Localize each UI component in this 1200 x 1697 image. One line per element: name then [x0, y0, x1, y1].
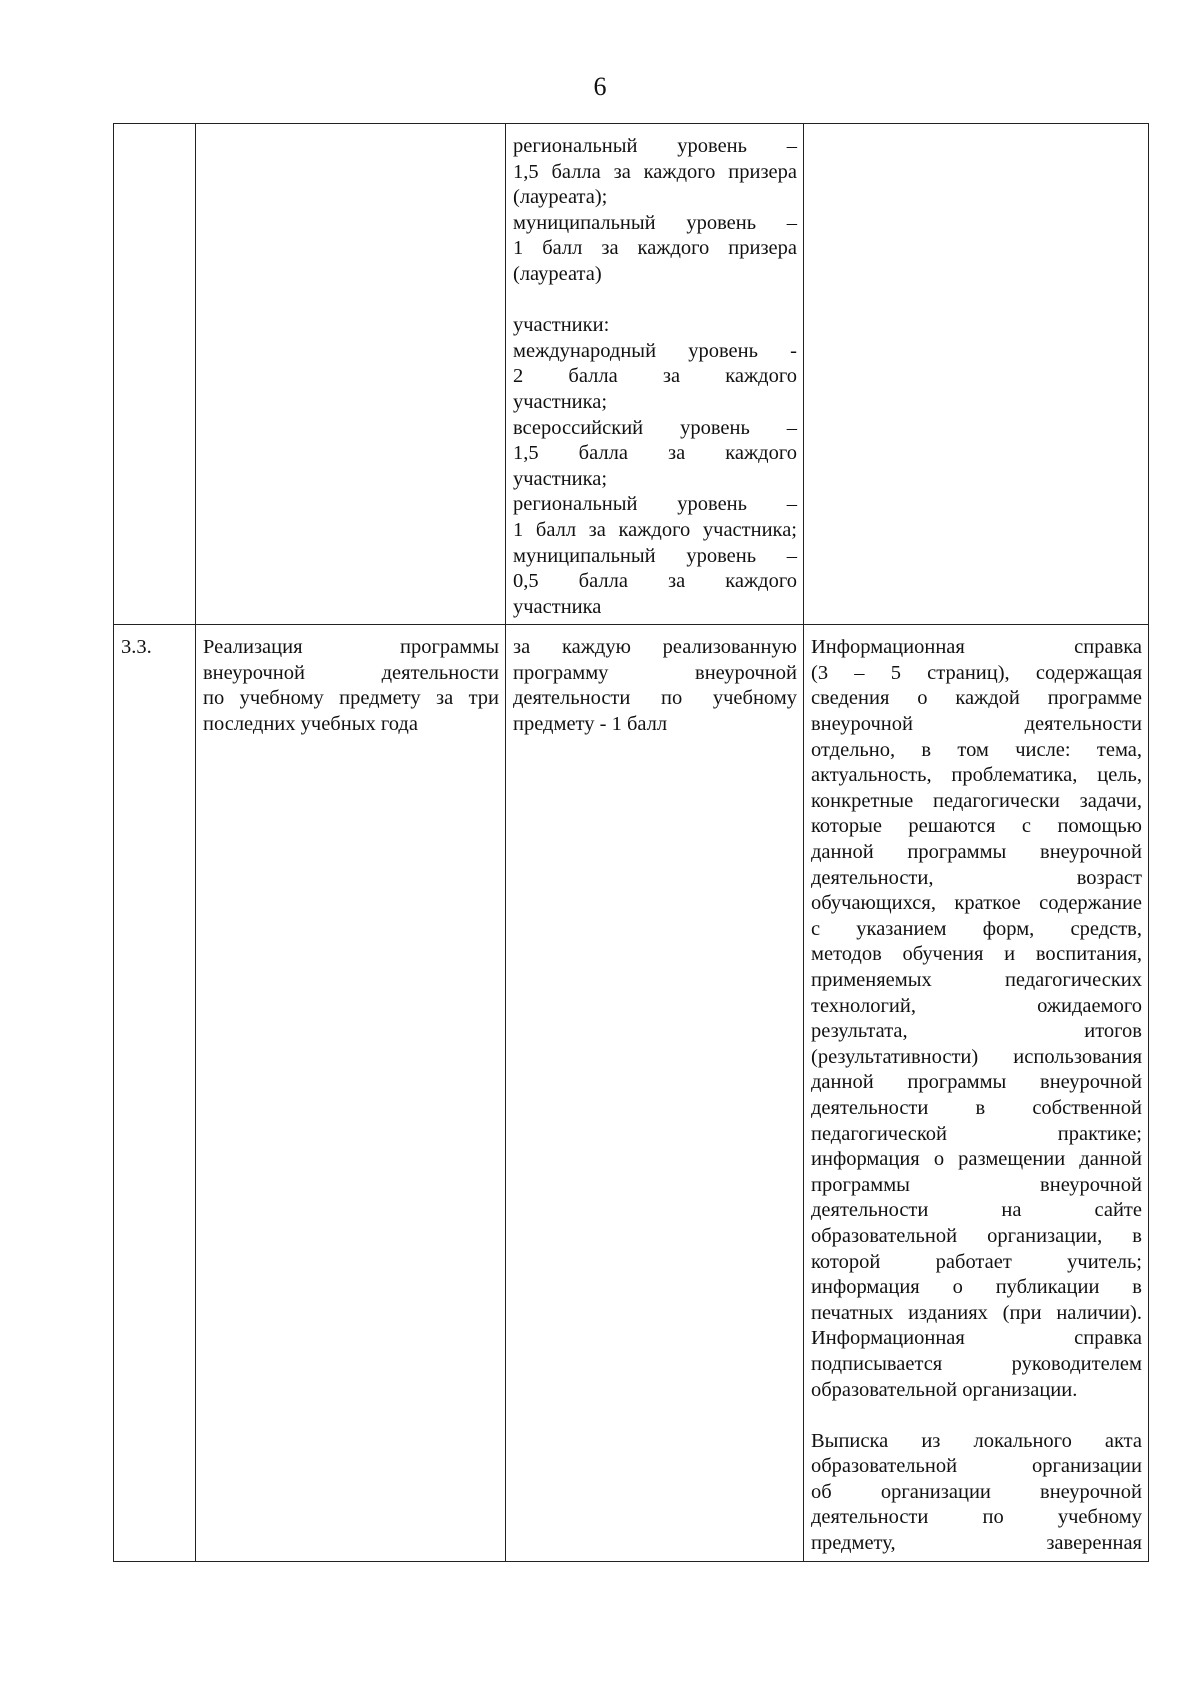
- text-line: деятельности по учебному: [513, 687, 797, 710]
- row-number-cell: [114, 124, 196, 625]
- text-line: за каждую реализованную: [513, 636, 797, 659]
- text-line: об организации внеурочной: [811, 1480, 1142, 1503]
- text-line: предмету - 1 балл: [513, 713, 668, 736]
- text-line: муниципальный уровень –: [513, 544, 797, 567]
- text-line: 0,5 балла за каждого: [513, 570, 797, 593]
- text-line: последних учебных года: [203, 713, 418, 736]
- text-line: которые решаются с помощью: [811, 815, 1142, 838]
- text-line: региональный уровень –: [513, 135, 797, 157]
- documents-cell: [804, 124, 1149, 625]
- documents-text: [811, 635, 1142, 1556]
- text-line: деятельности в собственной: [811, 1096, 1142, 1119]
- text-line: участника;: [513, 390, 608, 413]
- text-line: обучающихся, краткое содержание: [811, 892, 1142, 915]
- text-line: Выписка из локального акта: [811, 1429, 1142, 1452]
- text-line: печатных изданиях (при наличии).: [811, 1301, 1142, 1324]
- text-line: муниципальный уровень –: [513, 211, 797, 234]
- text-line: 1 балл за каждого призера: [513, 237, 797, 260]
- table-row: [114, 625, 1149, 1561]
- text-line: данной программы внеурочной: [811, 1071, 1142, 1094]
- text-line: актуальность, проблематика, цель,: [811, 764, 1142, 787]
- text-line: Реализация программы: [203, 636, 499, 659]
- text-line: отдельно, в том числе: тема,: [811, 738, 1142, 761]
- text-line: предмету, заверенная: [811, 1532, 1142, 1555]
- text-line: региональный уровень –: [513, 493, 797, 516]
- text-line: Информационная справка: [811, 1327, 1142, 1350]
- table-row: [114, 124, 1149, 625]
- text-line: участника: [513, 595, 602, 618]
- points-text: [513, 134, 797, 620]
- text-line: внеурочной деятельности: [203, 661, 499, 684]
- text-line: результата, итогов: [811, 1020, 1142, 1043]
- text-line: по учебному предмету за три: [203, 687, 499, 710]
- text-line: программу внеурочной: [513, 661, 797, 684]
- row-number-cell: 3.3.: [114, 625, 196, 1561]
- text-line: Информационная справка: [811, 636, 1142, 659]
- text-line: образовательной организации.: [811, 1378, 1078, 1401]
- text-line: программы внеурочной: [811, 1173, 1142, 1196]
- text-line: 1,5 балла за каждого: [513, 442, 797, 465]
- points-cell: [506, 625, 804, 1561]
- text-line: технологий, ожидаемого: [811, 994, 1142, 1017]
- text-line: данной программы внеурочной: [811, 841, 1142, 864]
- criterion-text: [203, 635, 499, 737]
- text-line: информация о публикации в: [811, 1276, 1142, 1299]
- text-line: информация о размещении данной: [811, 1148, 1142, 1171]
- text-line: педагогической практике;: [811, 1122, 1142, 1145]
- text-line: деятельности, возраст: [811, 866, 1142, 889]
- text-line: конкретные педагогически задачи,: [811, 789, 1142, 812]
- text-line: внеурочной деятельности: [811, 713, 1142, 736]
- criterion-cell: [196, 124, 506, 625]
- points-text: [513, 635, 797, 737]
- text-line: деятельности по учебному: [811, 1506, 1142, 1529]
- text-line: сведения о каждой программе: [811, 687, 1142, 710]
- text-line: 1 балл за каждого участника;: [513, 518, 797, 541]
- text-line: которой работает учитель;: [811, 1250, 1142, 1273]
- text-line: подписывается руководителем: [811, 1352, 1142, 1375]
- text-line: участники:: [513, 314, 610, 337]
- text-line: с указанием форм, средств,: [811, 917, 1142, 940]
- text-line: образовательной организации: [811, 1455, 1142, 1478]
- text-line: деятельности на сайте: [811, 1199, 1142, 1222]
- text-line: [811, 1403, 1142, 1429]
- text-line: 2 балла за каждого: [513, 365, 797, 388]
- criterion-cell: [196, 625, 506, 1561]
- criteria-table: [113, 123, 1149, 1562]
- text-line: всероссийский уровень –: [513, 416, 797, 439]
- text-line: международный уровень -: [513, 339, 797, 362]
- text-line: (лауреата): [513, 262, 602, 285]
- text-line: применяемых педагогических: [811, 969, 1142, 991]
- text-line: методов обучения и воспитания,: [811, 943, 1142, 966]
- points-cell: [506, 124, 804, 625]
- text-line: 1,5 балла за каждого призера: [513, 160, 797, 183]
- text-line: участника;: [513, 467, 608, 490]
- documents-cell: [804, 625, 1149, 1561]
- text-line: (3 – 5 страниц), содержащая: [811, 661, 1142, 684]
- page-number: 6: [593, 72, 607, 101]
- text-line: [513, 288, 797, 314]
- text-line: образовательной организации, в: [811, 1224, 1142, 1247]
- text-line: (результативности) использования: [811, 1045, 1142, 1068]
- text-line: (лауреата);: [513, 186, 608, 209]
